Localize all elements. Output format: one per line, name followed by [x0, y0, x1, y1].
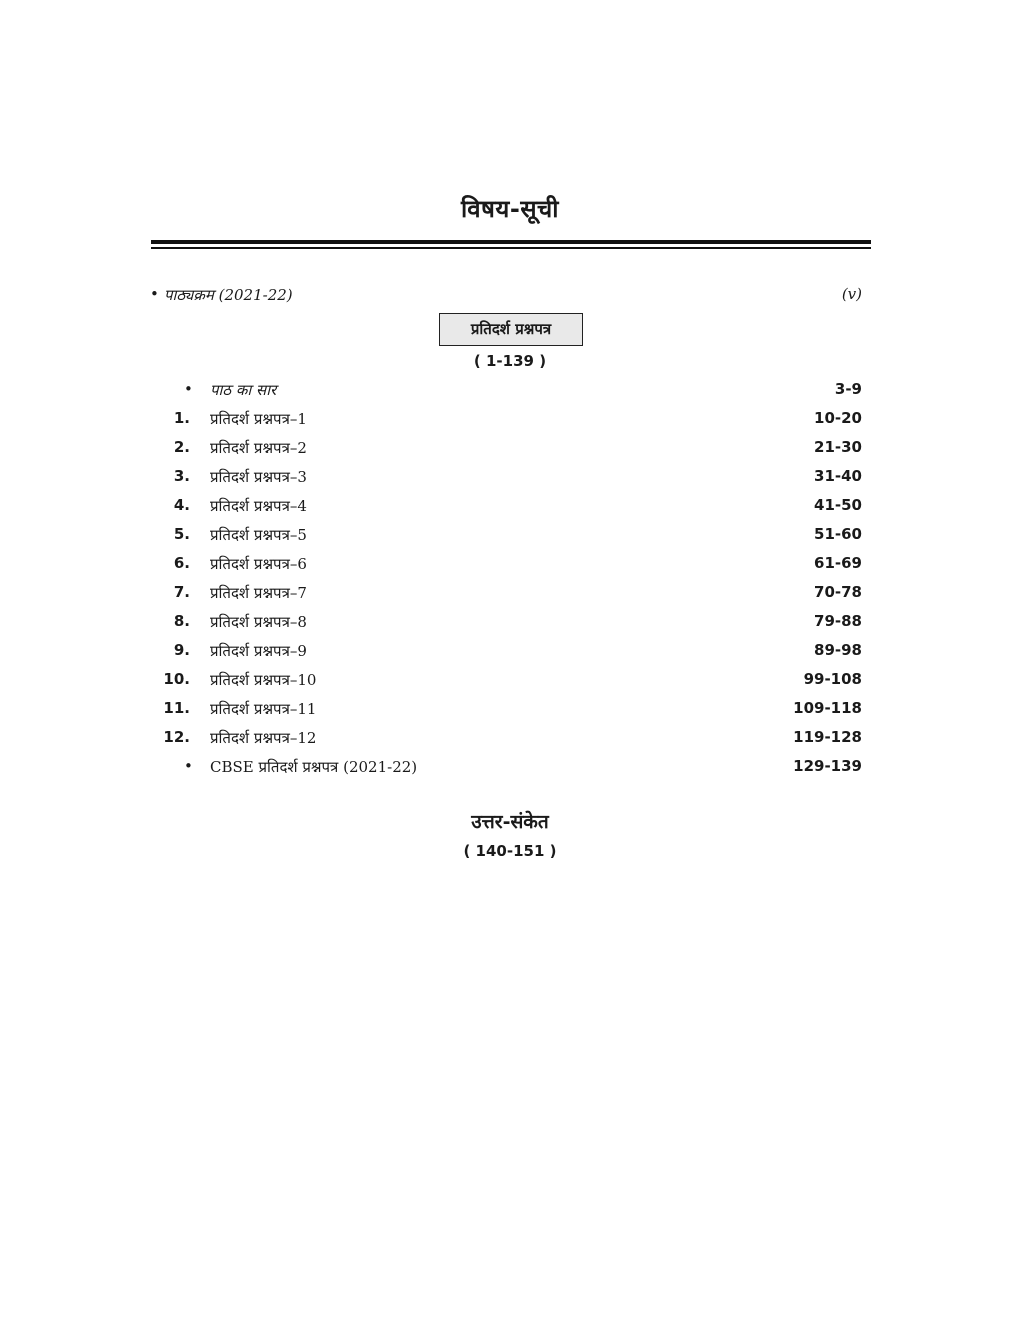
entry-pages: 99-108 — [803, 670, 862, 688]
entry-pages: 89-98 — [814, 641, 862, 659]
entry-pages: 10-20 — [814, 409, 862, 427]
entry-pages: 109-118 — [793, 699, 862, 717]
entry-number: 11. — [163, 699, 190, 717]
entry-number: 9. — [173, 641, 190, 659]
entry-pages: 129-139 — [793, 757, 862, 775]
toc-entry[interactable] — [150, 467, 862, 496]
entry-number: 12. — [163, 728, 190, 746]
entry-title: प्रतिदर्श प्रश्नपत्र–3 — [210, 468, 307, 486]
entry-number: 2. — [173, 438, 190, 456]
toc-entry[interactable] — [150, 670, 862, 699]
entry-number: 3. — [173, 467, 190, 485]
syllabus-label: पाठ्यक्रम (2021-22) — [164, 286, 293, 304]
toc-entry[interactable] — [150, 438, 862, 467]
toc-entry[interactable] — [150, 554, 862, 583]
entry-title: प्रतिदर्श प्रश्नपत्र–12 — [210, 729, 317, 747]
entry-title: प्रतिदर्श प्रश्नपत्र–1 — [210, 410, 307, 428]
toc-entry[interactable] — [150, 583, 862, 612]
entry-pages: 41-50 — [814, 496, 862, 514]
section-title: प्रतिदर्श प्रश्नपत्र — [470, 320, 552, 338]
entry-pages: 21-30 — [814, 438, 862, 456]
answers-heading[interactable]: उत्तर-संकेत — [471, 811, 549, 833]
entry-title: प्रतिदर्श प्रश्नपत्र–2 — [210, 439, 307, 457]
entry-title: प्रतिदर्श प्रश्नपत्र–9 — [210, 642, 307, 660]
toc-entry[interactable] — [150, 409, 862, 438]
bullet-icon: • — [184, 380, 193, 398]
entry-title: प्रतिदर्श प्रश्नपत्र–11 — [210, 700, 317, 718]
title-rule-thin — [151, 247, 871, 249]
entry-pages: 3-9 — [834, 380, 862, 398]
entry-number: 4. — [173, 496, 190, 514]
bullet-icon: • — [150, 285, 159, 303]
entry-pages: 79-88 — [814, 612, 862, 630]
entry-title: प्रतिदर्श प्रश्नपत्र–4 — [210, 497, 307, 515]
toc-entry[interactable] — [150, 728, 862, 757]
entry-number: 6. — [173, 554, 190, 572]
answers-page-range: ( 140-151 ) — [463, 842, 557, 860]
toc-entry[interactable] — [150, 757, 862, 786]
toc-entry[interactable] — [150, 641, 862, 670]
syllabus-entry[interactable] — [150, 285, 862, 309]
entry-number: 7. — [173, 583, 190, 601]
toc-entry[interactable] — [150, 496, 862, 525]
section-page-range: ( 1-139 ) — [473, 352, 547, 370]
entry-pages: 51-60 — [814, 525, 862, 543]
toc-entry[interactable] — [150, 525, 862, 554]
bullet-icon: • — [184, 757, 193, 775]
toc-list — [150, 380, 862, 786]
entry-title: प्रतिदर्श प्रश्नपत्र–7 — [210, 584, 307, 602]
entry-pages: 61-69 — [814, 554, 862, 572]
section-heading-box — [439, 313, 583, 346]
toc-entry[interactable] — [150, 699, 862, 728]
title-rule-thick — [151, 240, 871, 244]
entry-title: पाठ का सार — [210, 381, 277, 399]
entry-number: 1. — [173, 409, 190, 427]
entry-number: 10. — [163, 670, 190, 688]
entry-pages: 119-128 — [793, 728, 862, 746]
entry-number: 8. — [173, 612, 190, 630]
entry-title: प्रतिदर्श प्रश्नपत्र–8 — [210, 613, 307, 631]
toc-entry[interactable] — [150, 612, 862, 641]
page-title: विषय-सूची — [461, 195, 559, 223]
syllabus-page: (v) — [841, 285, 862, 303]
toc-entry[interactable] — [150, 380, 862, 409]
entry-title: प्रतिदर्श प्रश्नपत्र–6 — [210, 555, 307, 573]
entry-title: प्रतिदर्श प्रश्नपत्र–10 — [210, 671, 317, 689]
entry-pages: 31-40 — [814, 467, 862, 485]
entry-pages: 70-78 — [814, 583, 862, 601]
entry-number: 5. — [173, 525, 190, 543]
entry-title: CBSE प्रतिदर्श प्रश्नपत्र (2021-22) — [210, 758, 418, 776]
entry-title: प्रतिदर्श प्रश्नपत्र–5 — [210, 526, 307, 544]
